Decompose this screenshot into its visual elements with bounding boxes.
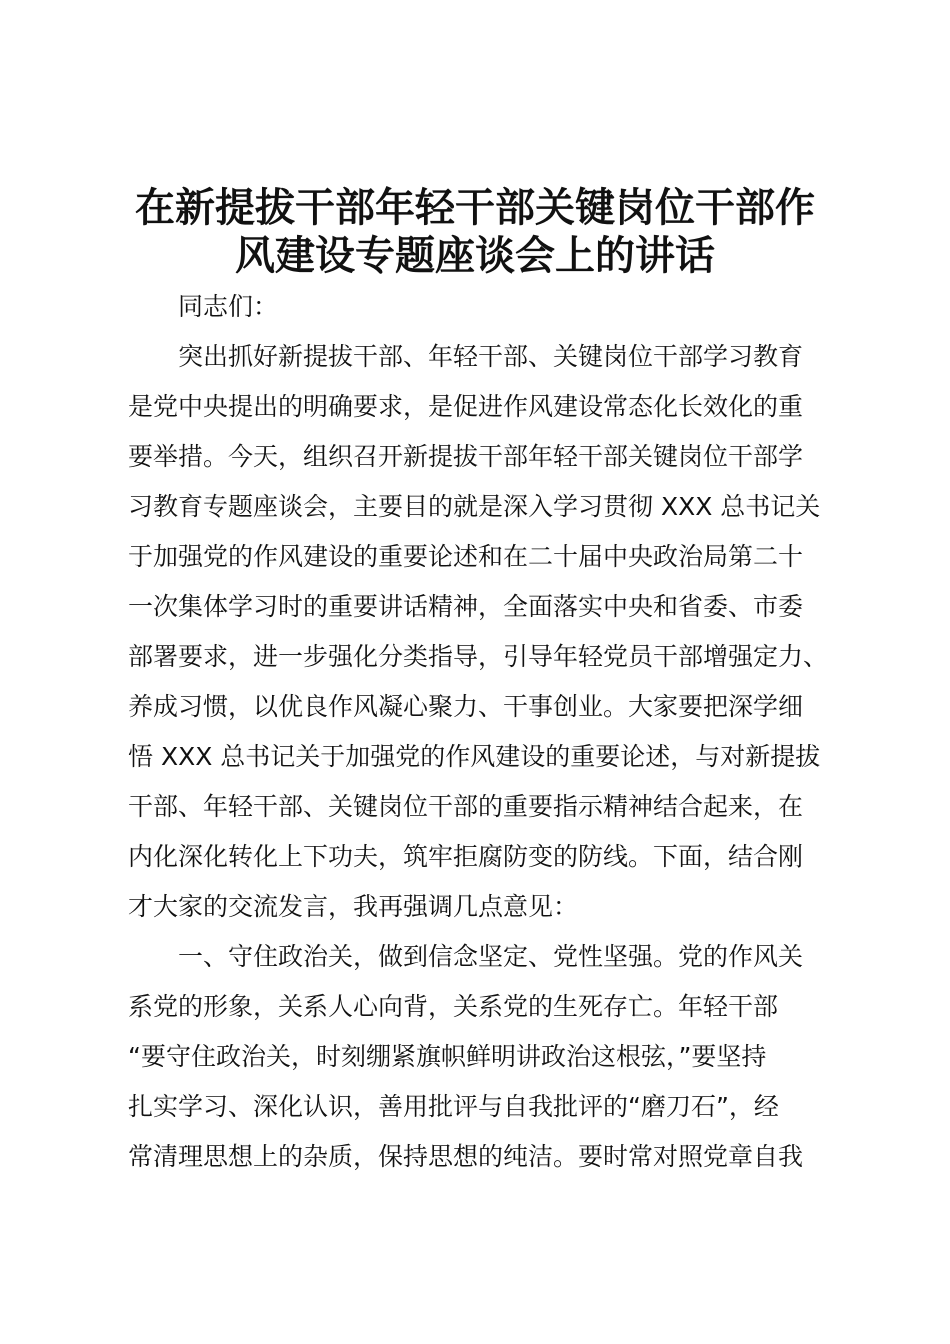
paragraph-1-line-7: 部署要求，进一步强化分类指导，引导年轻党员干部增强定力、 xyxy=(128,642,829,671)
paragraph-1-line-8: 养成习惯，以优良作风凝心聚力、干事创业。大家要把深学细 xyxy=(128,692,804,721)
paragraph-2-line-1: 一、守住政治关，做到信念坚定、党性坚强。党的作风关 xyxy=(178,942,804,971)
document-body xyxy=(128,282,838,1182)
paragraph-2-line-2: 系党的形象，关系人心向背，关系党的生死存亡。年轻干部 xyxy=(128,992,779,1021)
paragraph-1-line-6: 一次集体学习时的重要讲话精神，全面落实中央和省委、市委 xyxy=(128,592,804,621)
paragraph-1-line-9: 悟 XXX 总书记关于加强党的作风建设的重要论述，与对新提拔 xyxy=(128,742,821,771)
document-title xyxy=(110,184,840,280)
paragraph-2-line-3: “要守住政治关，时刻绷紧旗帜鲜明讲政治这根弦，”要坚持 xyxy=(128,1042,767,1071)
paragraph-1-line-10: 干部、年轻干部、关键岗位干部的重要指示精神结合起来，在 xyxy=(128,792,804,821)
paragraph-2-line-5: 常清理思想上的杂质，保持思想的纯洁。要时常对照党章自我 xyxy=(128,1142,804,1171)
salutation: 同志们： xyxy=(178,292,279,321)
title-line-1: 在新提拔干部年轻干部关键岗位干部作 xyxy=(135,184,815,231)
paragraph-2-line-4: 扎实学习、深化认识，善用批评与自我批评的“磨刀石”，经 xyxy=(128,1092,779,1121)
paragraph-1-line-11: 内化深化转化上下功夫，筑牢拒腐防变的防线。下面，结合刚 xyxy=(128,842,804,871)
paragraph-1-line-4: 习教育专题座谈会，主要目的就是深入学习贯彻 XXX 总书记关 xyxy=(128,492,821,521)
paragraph-1-line-3: 要举措。今天，组织召开新提拔干部年轻干部关键岗位干部学 xyxy=(128,442,804,471)
paragraph-1-line-5: 于加强党的作风建设的重要论述和在二十届中央政治局第二十 xyxy=(128,542,804,571)
paragraph-1-line-1: 突出抓好新提拔干部、年轻干部、关键岗位干部学习教育 xyxy=(178,342,804,371)
paragraph-1-line-12: 才大家的交流发言，我再强调几点意见： xyxy=(128,892,579,921)
title-line-2: 风建设专题座谈会上的讲话 xyxy=(235,232,715,279)
paragraph-1-line-2: 是党中央提出的明确要求，是促进作风建设常态化长效化的重 xyxy=(128,392,804,421)
